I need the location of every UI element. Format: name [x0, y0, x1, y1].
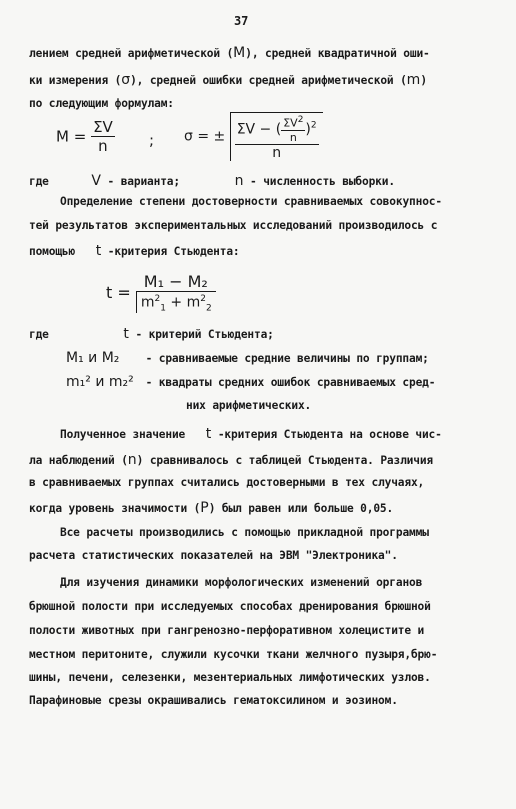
- para1-line2-pre: ки измерения (: [29, 74, 122, 87]
- t-definition: - критерий Стьюдента;: [135, 328, 274, 341]
- page-number: 37: [234, 14, 249, 28]
- formula-sigma-sqrt: [230, 112, 323, 161]
- para3-line2: [29, 452, 433, 468]
- formula-separator: ;: [149, 131, 155, 149]
- para3-line2-pre: ла наблюдений (: [29, 454, 128, 467]
- where1-line: [29, 173, 395, 189]
- where2-label: где: [29, 328, 49, 341]
- v-symbol: V: [91, 173, 101, 189]
- n-symbol: n: [234, 173, 244, 189]
- formula-t-denominator: $m^2_1 + m^2_2$: [136, 291, 216, 313]
- para5-line2: брюшной полости при исследуемых способах дренирования брюшной: [29, 600, 431, 613]
- formula-sigma-lhs: σ = ±: [184, 128, 226, 145]
- para1-line2-post: ): [420, 74, 427, 87]
- m-pair-symbol: M₁ и M₂: [66, 350, 120, 366]
- m-error-symbol: m: [406, 72, 421, 88]
- para3-line3: в сравниваемых группах считались достоверными в тех случаях,: [29, 476, 425, 489]
- formula-sigma: [184, 112, 323, 161]
- para1-line1-pre: лением средней арифметической (: [29, 47, 234, 60]
- para5-line4: местном перитоните, служили кусочки ткани желчного пузыря,брю-: [29, 648, 438, 661]
- para1-line1: [29, 45, 430, 61]
- n-definition: - численность выборки.: [250, 175, 395, 188]
- where2-line2: [66, 350, 429, 366]
- para5-line1: Для изучения динамики морфологических изменений органов: [60, 576, 423, 589]
- formula-mean-denominator: n: [91, 136, 115, 155]
- m-sq-pair-definition: - квадраты средних ошибок сравниваемых сред-: [145, 376, 436, 389]
- para3-line1: [60, 426, 442, 442]
- para2-line3-pre: помощью: [29, 245, 76, 258]
- where2-line3: [66, 374, 435, 390]
- formula-t-numerator: M₁ − M₂: [143, 272, 208, 291]
- para3-line4: [29, 500, 393, 516]
- para1-line2: [29, 72, 427, 88]
- para3-line1-pre: Полученное значение: [60, 428, 186, 441]
- para3-line2-post: ) сравнивалось с таблицей Стьюдента. Различия: [136, 454, 434, 467]
- para3-line4-post: ) был равен или больше 0,05.: [208, 502, 394, 515]
- t-symbol: t: [95, 243, 102, 259]
- para4-line2: расчета статистических показателей на ЭВМ "Электроника".: [29, 549, 398, 562]
- para2-line2: тей результатов экспериментальных исследований производилось с: [29, 219, 438, 232]
- formula-mean-numerator: ΣV: [93, 118, 113, 136]
- para5-line6: Парафиновые срезы окрашивались гематоксилином и эозином.: [29, 694, 398, 707]
- where2-line4: них арифметических.: [186, 399, 312, 412]
- m-pair-definition: - сравниваемые средние величины по группам;: [145, 352, 429, 365]
- para2-line3-post: -критерия Стьюдента:: [107, 245, 240, 258]
- p-symbol: P: [200, 500, 209, 516]
- sigma-symbol: σ: [121, 72, 131, 88]
- formula-sigma-denominator: n: [235, 144, 319, 161]
- formula-t-lhs: t =: [106, 283, 131, 303]
- n-symbol-para3: n: [127, 452, 137, 468]
- para4-line1: Все расчеты производились с помощью прикладной программы: [60, 526, 429, 539]
- where1-label: где: [29, 175, 49, 188]
- m-sq-pair-symbol: m₁² и m₂²: [66, 374, 134, 390]
- para5-line3: полости животных при гангренозно-перфоративном холецистите и: [29, 624, 425, 637]
- formula-mean: [56, 118, 115, 155]
- mean-symbol: M: [233, 45, 246, 61]
- para1-line2-mid: ), средней ошибки средней арифметической (: [130, 74, 407, 87]
- para5-line5: шины, печени, селезенки, мезентериальных лимфотических узлов.: [29, 671, 431, 684]
- t-symbol-para3: t: [205, 426, 212, 442]
- para3-line4-pre: когда уровень значимости (: [29, 502, 201, 515]
- para1-line1-mid: ), средней квадратичной оши-: [245, 47, 430, 60]
- formula-mean-lhs: M =: [56, 127, 87, 146]
- formula-sigma-numerator: ΣV − ( $\frac{\Sigma V^2}{n}$ )$^2$: [236, 115, 317, 144]
- para2-line3: [29, 243, 240, 259]
- t-symbol-where: t: [123, 326, 129, 342]
- para3-line1-post: -критерия Стьюдента на основе чис-: [217, 428, 442, 441]
- formula-student-t: [106, 272, 216, 313]
- where2-line1: [29, 326, 274, 342]
- formula-mean-fraction: [91, 118, 115, 155]
- para1-line3: по следующим формулам:: [29, 97, 174, 110]
- v-definition: - варианта;: [107, 175, 180, 188]
- formula-t-fraction: [136, 272, 216, 313]
- formula-sigma-fraction: [235, 115, 319, 161]
- para2-line1: Определение степени достоверности сравниваемых совокупнос-: [60, 195, 442, 208]
